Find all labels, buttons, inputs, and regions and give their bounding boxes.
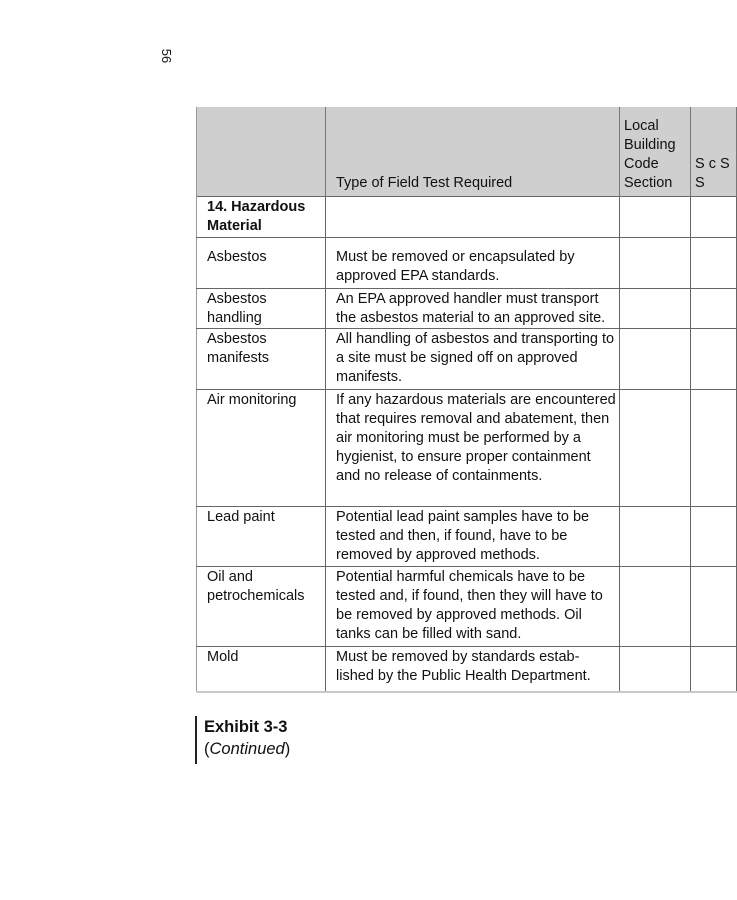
table-row [197, 647, 737, 692]
row-test: Potential harmful chemicals have to be tested and, if found, then they will have to be removed by approved methods. Oil tanks can be filled with sand. [326, 567, 620, 647]
page-number: 56 [159, 48, 174, 64]
table-cell-empty [620, 390, 691, 507]
caption-continued: Continued [209, 740, 285, 758]
row-item: Oil and petrochemicals [197, 567, 326, 647]
row-item: Air monitoring [197, 390, 326, 507]
table-cell-empty [691, 390, 737, 507]
table-cell-empty [326, 197, 620, 238]
table-cell-empty [620, 647, 691, 692]
table-cell-empty [620, 289, 691, 329]
section-title: 14. Hazardous Material [197, 197, 326, 238]
row-item: Asbestos [197, 238, 326, 289]
table-row [197, 329, 737, 390]
table-cell-empty [691, 329, 737, 390]
row-test: Potential lead paint samples have to be tested and then, if found, have to be removed by approved methods. [326, 507, 620, 567]
row-test: An EPA approved handler must transport the asbestos material to an approved site. [326, 289, 620, 329]
table-header-row [197, 107, 737, 197]
table-cell-empty [691, 238, 737, 289]
table-cell-empty [691, 289, 737, 329]
row-test: All handling of asbestos and transporting to a site must be signed off on approved manifests. [326, 329, 620, 390]
row-test: Must be removed or encapsulated by approved EPA standards. [326, 238, 620, 289]
table-row [197, 390, 737, 507]
caption-close-paren: ) [284, 740, 291, 758]
exhibit-caption [195, 716, 290, 764]
header-field-test: Type of Field Test Required [326, 107, 620, 197]
header-item [197, 107, 326, 197]
table-cell-empty [691, 197, 737, 238]
table-cell-empty [620, 197, 691, 238]
row-item: Asbestos manifests [197, 329, 326, 390]
table-cell-empty [691, 567, 737, 647]
exhibit-subtitle [204, 738, 290, 760]
table-row [197, 507, 737, 567]
row-item: Asbestos handling [197, 289, 326, 329]
header-local-building-code-section: Local Building Code Section [620, 107, 691, 197]
exhibit-title: Exhibit 3-3 [204, 718, 288, 736]
row-test: Must be removed by standards estab-lished by the Public Health Department. [326, 647, 620, 692]
table-row [197, 289, 737, 329]
table-cell-empty [620, 238, 691, 289]
table-cell-empty [691, 647, 737, 692]
row-item: Mold [197, 647, 326, 692]
table-cell-empty [620, 507, 691, 567]
table-cell-empty [620, 567, 691, 647]
section-row [197, 197, 737, 238]
row-test: If any hazardous materials are encountered that requires removal and abatement, then air monitoring must be performed by a hygienist, to ensure proper containment and no release of containments. [326, 390, 620, 507]
header-truncated-column: S c S S [691, 107, 737, 197]
table-row [197, 567, 737, 647]
table-cell-empty [620, 329, 691, 390]
table-cell-empty [691, 507, 737, 567]
exhibit-table [196, 107, 737, 693]
caption-open-paren: ( [204, 740, 210, 758]
table-row [197, 238, 737, 289]
row-item: Lead paint [197, 507, 326, 567]
